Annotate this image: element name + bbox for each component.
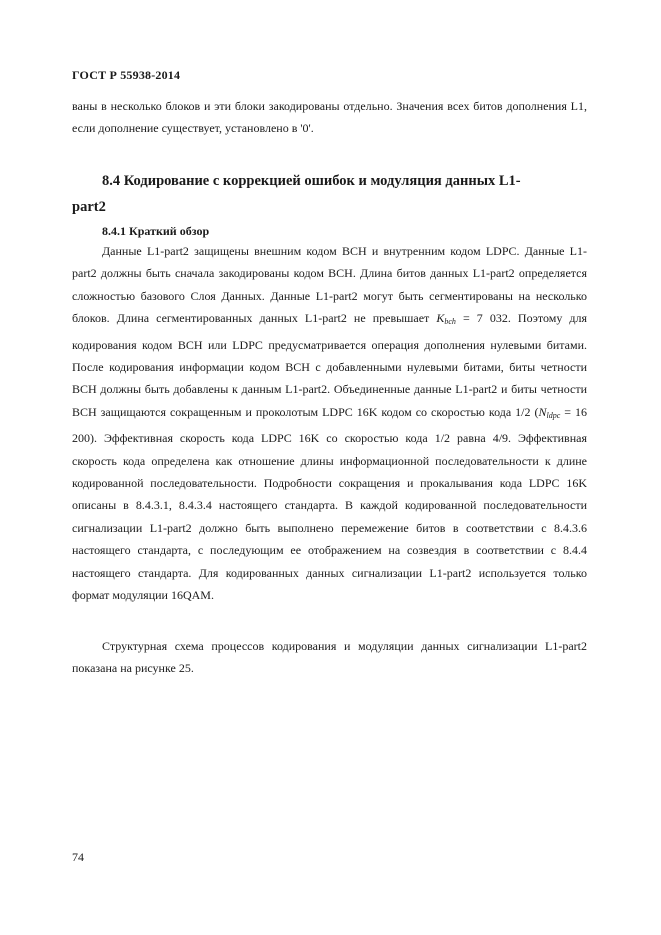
- section-heading-continuation: part2: [72, 199, 106, 215]
- kbch-value: = 7 032: [455, 311, 508, 326]
- nldpc-subscript: ldpc: [546, 410, 561, 420]
- document-header: ГОСТ Р 55938-2014: [72, 68, 181, 82]
- kbch-symbol: K: [436, 311, 445, 326]
- structure-paragraph: Структурная схема процессов кодирования и модуляции данных сигнализации L1-part2 показана на рисунке 25.: [72, 639, 587, 676]
- main-text-part2: . Поэтому для кодирования кодом BCH или LDPC предусматривается операция дополнения нулевыми битами. После кодирования информации кодом BCH с добавленными нулевыми битами, биты четности BCH должны быть добавлены к данным L1-part2. Объединенные данные L1-part2 и биты четности BCH защищаются сокращенным и проколотым LDPC 16K кодом со скоростью кода 1/2 (: [72, 311, 587, 419]
- subsection-heading: 8.4.1 Краткий обзор: [102, 224, 210, 238]
- main-text-part1: Данные L1-part2 защищены внешним кодом BCH и внутренним кодом LDPC. Данные L1-part2 должны быть сначала закодированы кодом BCH. Длина битов данных L1-part2 определяется сложностью базового Слоя Данных. Данные L1-part2 могут быть сегментированы на несколько блоков. Длина сегментированных данных L1-part2 не превышает: [72, 244, 587, 326]
- intro-paragraph: ваны в несколько блоков и эти блоки закодированы отдельно. Значения всех битов дополнения L1, если дополнение существует, установлено в '0'.: [72, 99, 587, 136]
- section-heading: 8.4 Кодирование с коррекцией ошибок и модуляция данных L1-: [102, 173, 521, 189]
- main-text-part3: ). Эффективная скорость кода LDPC 16K со скоростью кода 1/2 равна 4/9. Эффективная скорость кода определена как отношение длины информационной последовательности к длине кодированной последовательности. Подробности сокращения и прокалывания кода LDPC 16K описаны в 8.4.3.1, 8.4.3.4 настоящего стандарта. В каждой кодированной последовательности сигнализации L1-part2 должно быть выполнено перемежение битов в соответствии с 8.4.3.6 настоящего стандарта, с последующим ее отображением на созвездия в соответствии с 8.4.4 настоящего стандарта. Для кодированных данных сигнализации L1-part2 используется только формат модуляции 16QAM.: [72, 431, 587, 603]
- nldpc-value: = 16 200: [72, 404, 587, 446]
- kbch-subscript: bch: [444, 317, 456, 327]
- main-paragraph: [72, 240, 587, 607]
- nldpc-symbol: N: [538, 404, 547, 419]
- page-number: 74: [72, 850, 84, 864]
